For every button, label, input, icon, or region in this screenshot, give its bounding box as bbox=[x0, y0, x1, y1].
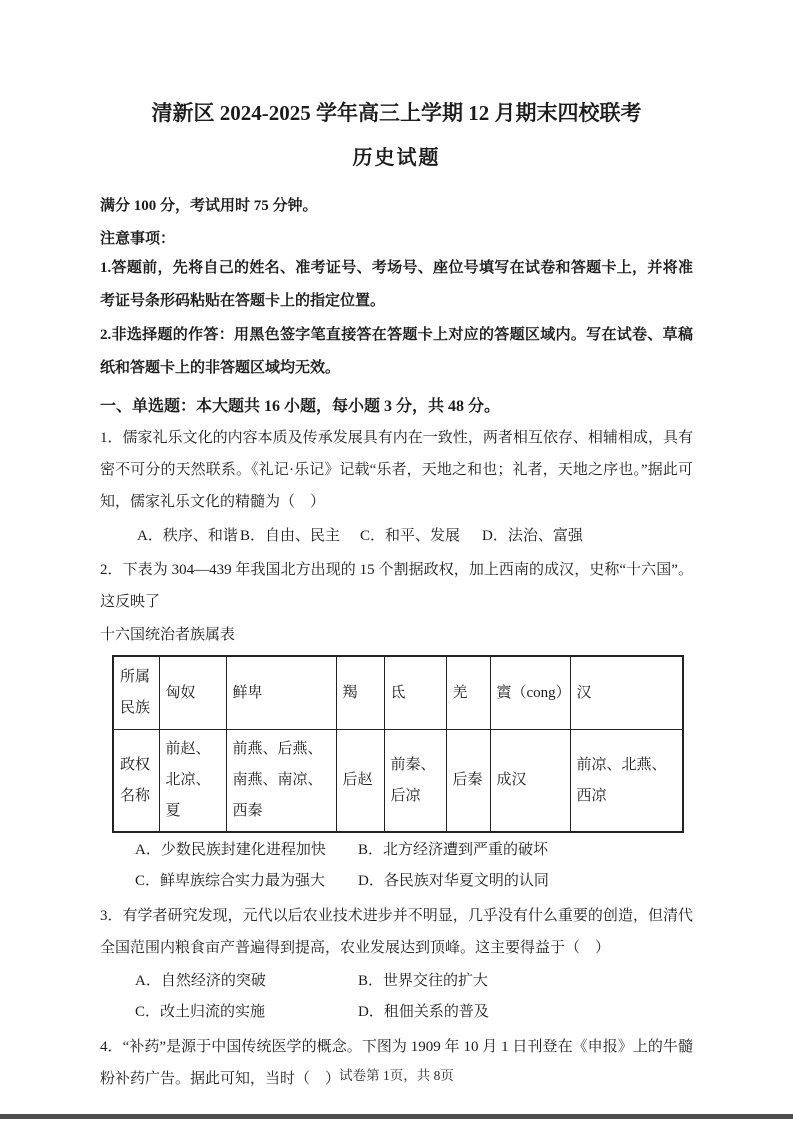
question-4-text: 4．“补药”是源于中国传统医学的概念。下图为 1909 年 10 月 1 日刊登在《申报》上的牛髓粉补药广告。据此可知，当时（ ） bbox=[100, 1039, 693, 1087]
table-cell: 前凉、北燕、西凉 bbox=[570, 730, 683, 833]
table-row-ethnicity bbox=[113, 656, 683, 730]
question-2-text: 2．下表为 304—439 年我国北方出现的 15 个割据政权，加上西南的成汉，史称“十六国”。这反映了 bbox=[100, 562, 693, 610]
exam-title-line1: 清新区 2024-2025 学年高三上学期 12 月期末四校联考 bbox=[151, 101, 642, 125]
table-cell: 氐 bbox=[384, 656, 446, 730]
question-1-option-a: A．秩序、和谐 bbox=[137, 528, 238, 544]
table-cell: 羯 bbox=[336, 656, 384, 730]
question-3-option-b: B．世界交往的扩大 bbox=[358, 973, 489, 989]
question-2-option-c: C．鲜卑族综合实力最为强大 bbox=[135, 873, 326, 889]
question-2-options bbox=[135, 835, 693, 897]
table-cell: 汉 bbox=[570, 656, 683, 730]
table-cell: 政权名称 bbox=[113, 730, 159, 833]
page-bottom-edge bbox=[0, 1114, 793, 1119]
exam-title-line2: 历史试题 bbox=[352, 147, 441, 169]
table-cell: 成汉 bbox=[490, 730, 570, 833]
table-cell: 前燕、后燕、南燕、南凉、西秦 bbox=[226, 730, 336, 833]
page-content bbox=[100, 0, 693, 1095]
question-1-option-d: D．法治、富强 bbox=[482, 528, 583, 544]
table-cell: 匈奴 bbox=[159, 656, 226, 730]
question-1-option-c: C．和平、发展 bbox=[360, 528, 461, 544]
notice-item-2: 2.非选择题的作答：用黑色签字笔直接答在答题卡上对应的答题区域内。写在试卷、草稿纸和答题卡上的非答题区域均无效。 bbox=[100, 327, 693, 376]
question-2-option-d: D．各民族对华夏文明的认同 bbox=[358, 873, 549, 889]
table-cell: 后赵 bbox=[336, 730, 384, 833]
question-3-option-c: C．改土归流的实施 bbox=[135, 1004, 266, 1020]
question-1-options bbox=[137, 521, 693, 551]
table-cell: 羌 bbox=[446, 656, 490, 730]
question-3-option-d: D．租佃关系的普及 bbox=[358, 1004, 489, 1020]
table-cell: 賨（cong） bbox=[490, 656, 570, 730]
question-2-table-caption: 十六国统治者族属表 bbox=[100, 627, 236, 643]
table-cell: 后秦 bbox=[446, 730, 490, 833]
section-1-heading: 一、单选题：本大题共 16 小题，每小题 3 分，共 48 分。 bbox=[100, 398, 501, 415]
page-number-footer: 试卷第 1页，共 8页 bbox=[339, 1068, 454, 1083]
table-cell: 所属民族 bbox=[113, 656, 159, 730]
table-row-regimes bbox=[113, 730, 683, 833]
table-cell: 前赵、北凉、夏 bbox=[159, 730, 226, 833]
question-2-option-b: B．北方经济遭到严重的破坏 bbox=[358, 842, 549, 858]
question-3-text: 3．有学者研究发现，元代以后农业技术进步并不明显，几乎没有什么重要的创造，但清代全国范围内粮食亩产普遍得到提高，农业发展达到顶峰。这主要得益于（ ） bbox=[100, 908, 693, 956]
table-cell: 前秦、后凉 bbox=[384, 730, 446, 833]
question-1-option-b: B．自由、民主 bbox=[240, 528, 341, 544]
question-3-options bbox=[135, 966, 693, 1028]
question-2-option-a: A．少数民族封建化进程加快 bbox=[135, 842, 326, 858]
table-cell: 鲜卑 bbox=[226, 656, 336, 730]
question-1-text: 1．儒家礼乐文化的内容本质及传承发展具有内在一致性，两者相互依存、相辅相成，具有密不可分的天然联系。《礼记·乐记》记载“乐者，天地之和也；礼者，天地之序也。”据此可知，儒家礼乐文化的精髓为（ ） bbox=[100, 430, 693, 510]
question-3-option-a: A．自然经济的突破 bbox=[135, 973, 266, 989]
notice-item-1: 1.答题前，先将自己的姓名、准考证号、考场号、座位号填写在试卷和答题卡上，并将准考证号条形码粘贴在答题卡上的指定位置。 bbox=[100, 260, 693, 309]
sixteen-kingdoms-table bbox=[112, 655, 684, 833]
notice-heading: 注意事项： bbox=[100, 231, 176, 247]
exam-info-line: 满分 100 分，考试用时 75 分钟。 bbox=[100, 198, 318, 214]
